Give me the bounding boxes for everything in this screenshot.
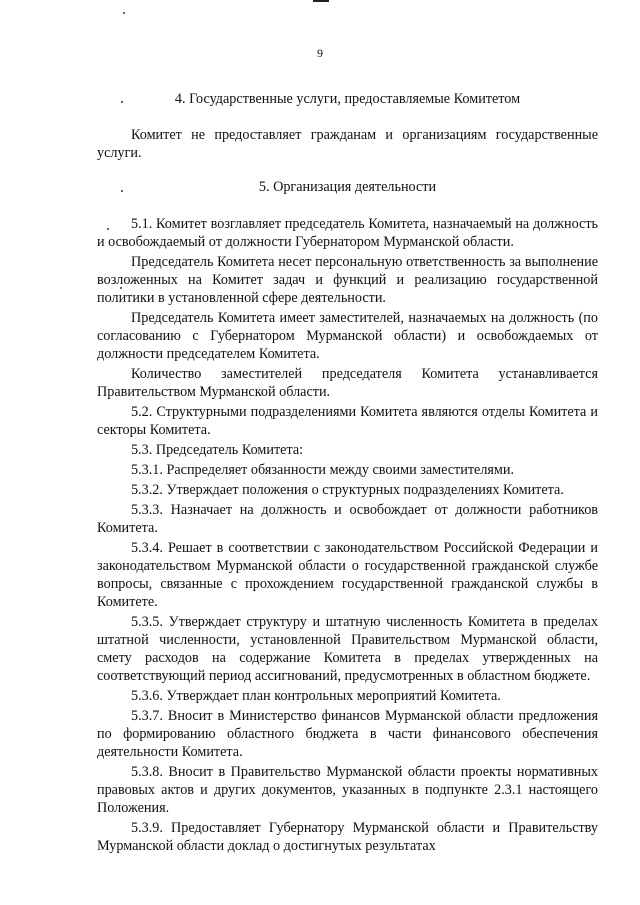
paragraph: 5.3.3. Назначает на должность и освобождает от должности работников Комитета. xyxy=(97,502,598,536)
paragraph: Количество заместителей председателя Комитета устанавливается Правительством Мурманской области. xyxy=(97,366,598,400)
page-number: 9 xyxy=(317,46,323,60)
scan-speck xyxy=(123,12,125,14)
section-4-heading: 4. Государственные услуги, предоставляемые Комитетом xyxy=(174,91,521,107)
paragraph: 5.3.1. Распределяет обязанности между своими заместителями. xyxy=(131,462,515,478)
paragraph: 5.2. Структурными подразделениями Комитета являются отделы Комитета и секторы Комитета. xyxy=(97,404,598,438)
paragraph: 5.3.8. Вносит в Правительство Мурманской области проекты нормативных правовых актов и других документов, указанных в подпункте 2.3.1 настоящего Положения. xyxy=(97,764,598,816)
paragraph: 5.3.2. Утверждает положения о структурных подразделениях Комитета. xyxy=(131,482,564,498)
paragraph: 5.3.4. Решает в соответствии с законодательством Российской Федерации и законодательством Мурманской области о государственной гражданской службе вопросы, связанные с прохождением государственной гражданской службы в Комитете. xyxy=(97,540,598,610)
paragraph: Комитет не предоставляет гражданам и организациям государственные услуги. xyxy=(97,127,598,161)
paragraph: 5.3.5. Утверждает структуру и штатную численность Комитета в пределах штатной численности, установленной Правительством Мурманской области, смету расходов на содержание Комитета в пределах утвержденных на соответствующий период ассигнований, предусмотренных в областном бюджете. xyxy=(97,614,598,684)
section-5-heading: 5. Организация деятельности xyxy=(258,179,437,195)
paragraph: 5.3.7. Вносит в Министерство финансов Мурманской области предложения по формированию областного бюджета в части финансового обеспечения деятельности Комитета. xyxy=(97,708,598,760)
top-edge-mark xyxy=(313,0,329,2)
paragraph: Председатель Комитета имеет заместителей, назначаемых на должность (по согласованию с Губернатором Мурманской области) и освобождаемых от должности председателем Комитета. xyxy=(97,310,598,362)
paragraph: 5.3.9. Предоставляет Губернатору Мурманской области и Правительству Мурманской области доклад о достигнутых результатах xyxy=(97,820,598,854)
section-5-body xyxy=(97,215,598,855)
paragraph: 5.3. Председатель Комитета: xyxy=(131,442,304,458)
paragraph: 5.1. Комитет возглавляет председатель Комитета, назначаемый на должность и освобождаемый от должности Губернатором Мурманской области. xyxy=(97,216,598,250)
section-4-body xyxy=(97,126,598,162)
paragraph: Председатель Комитета несет персональную ответственность за выполнение возложенных на Комитет задач и функций и реализацию государственной политики в установленной сфере деятельности. xyxy=(97,254,598,306)
paragraph: 5.3.6. Утверждает план контрольных мероприятий Комитета. xyxy=(131,688,501,704)
